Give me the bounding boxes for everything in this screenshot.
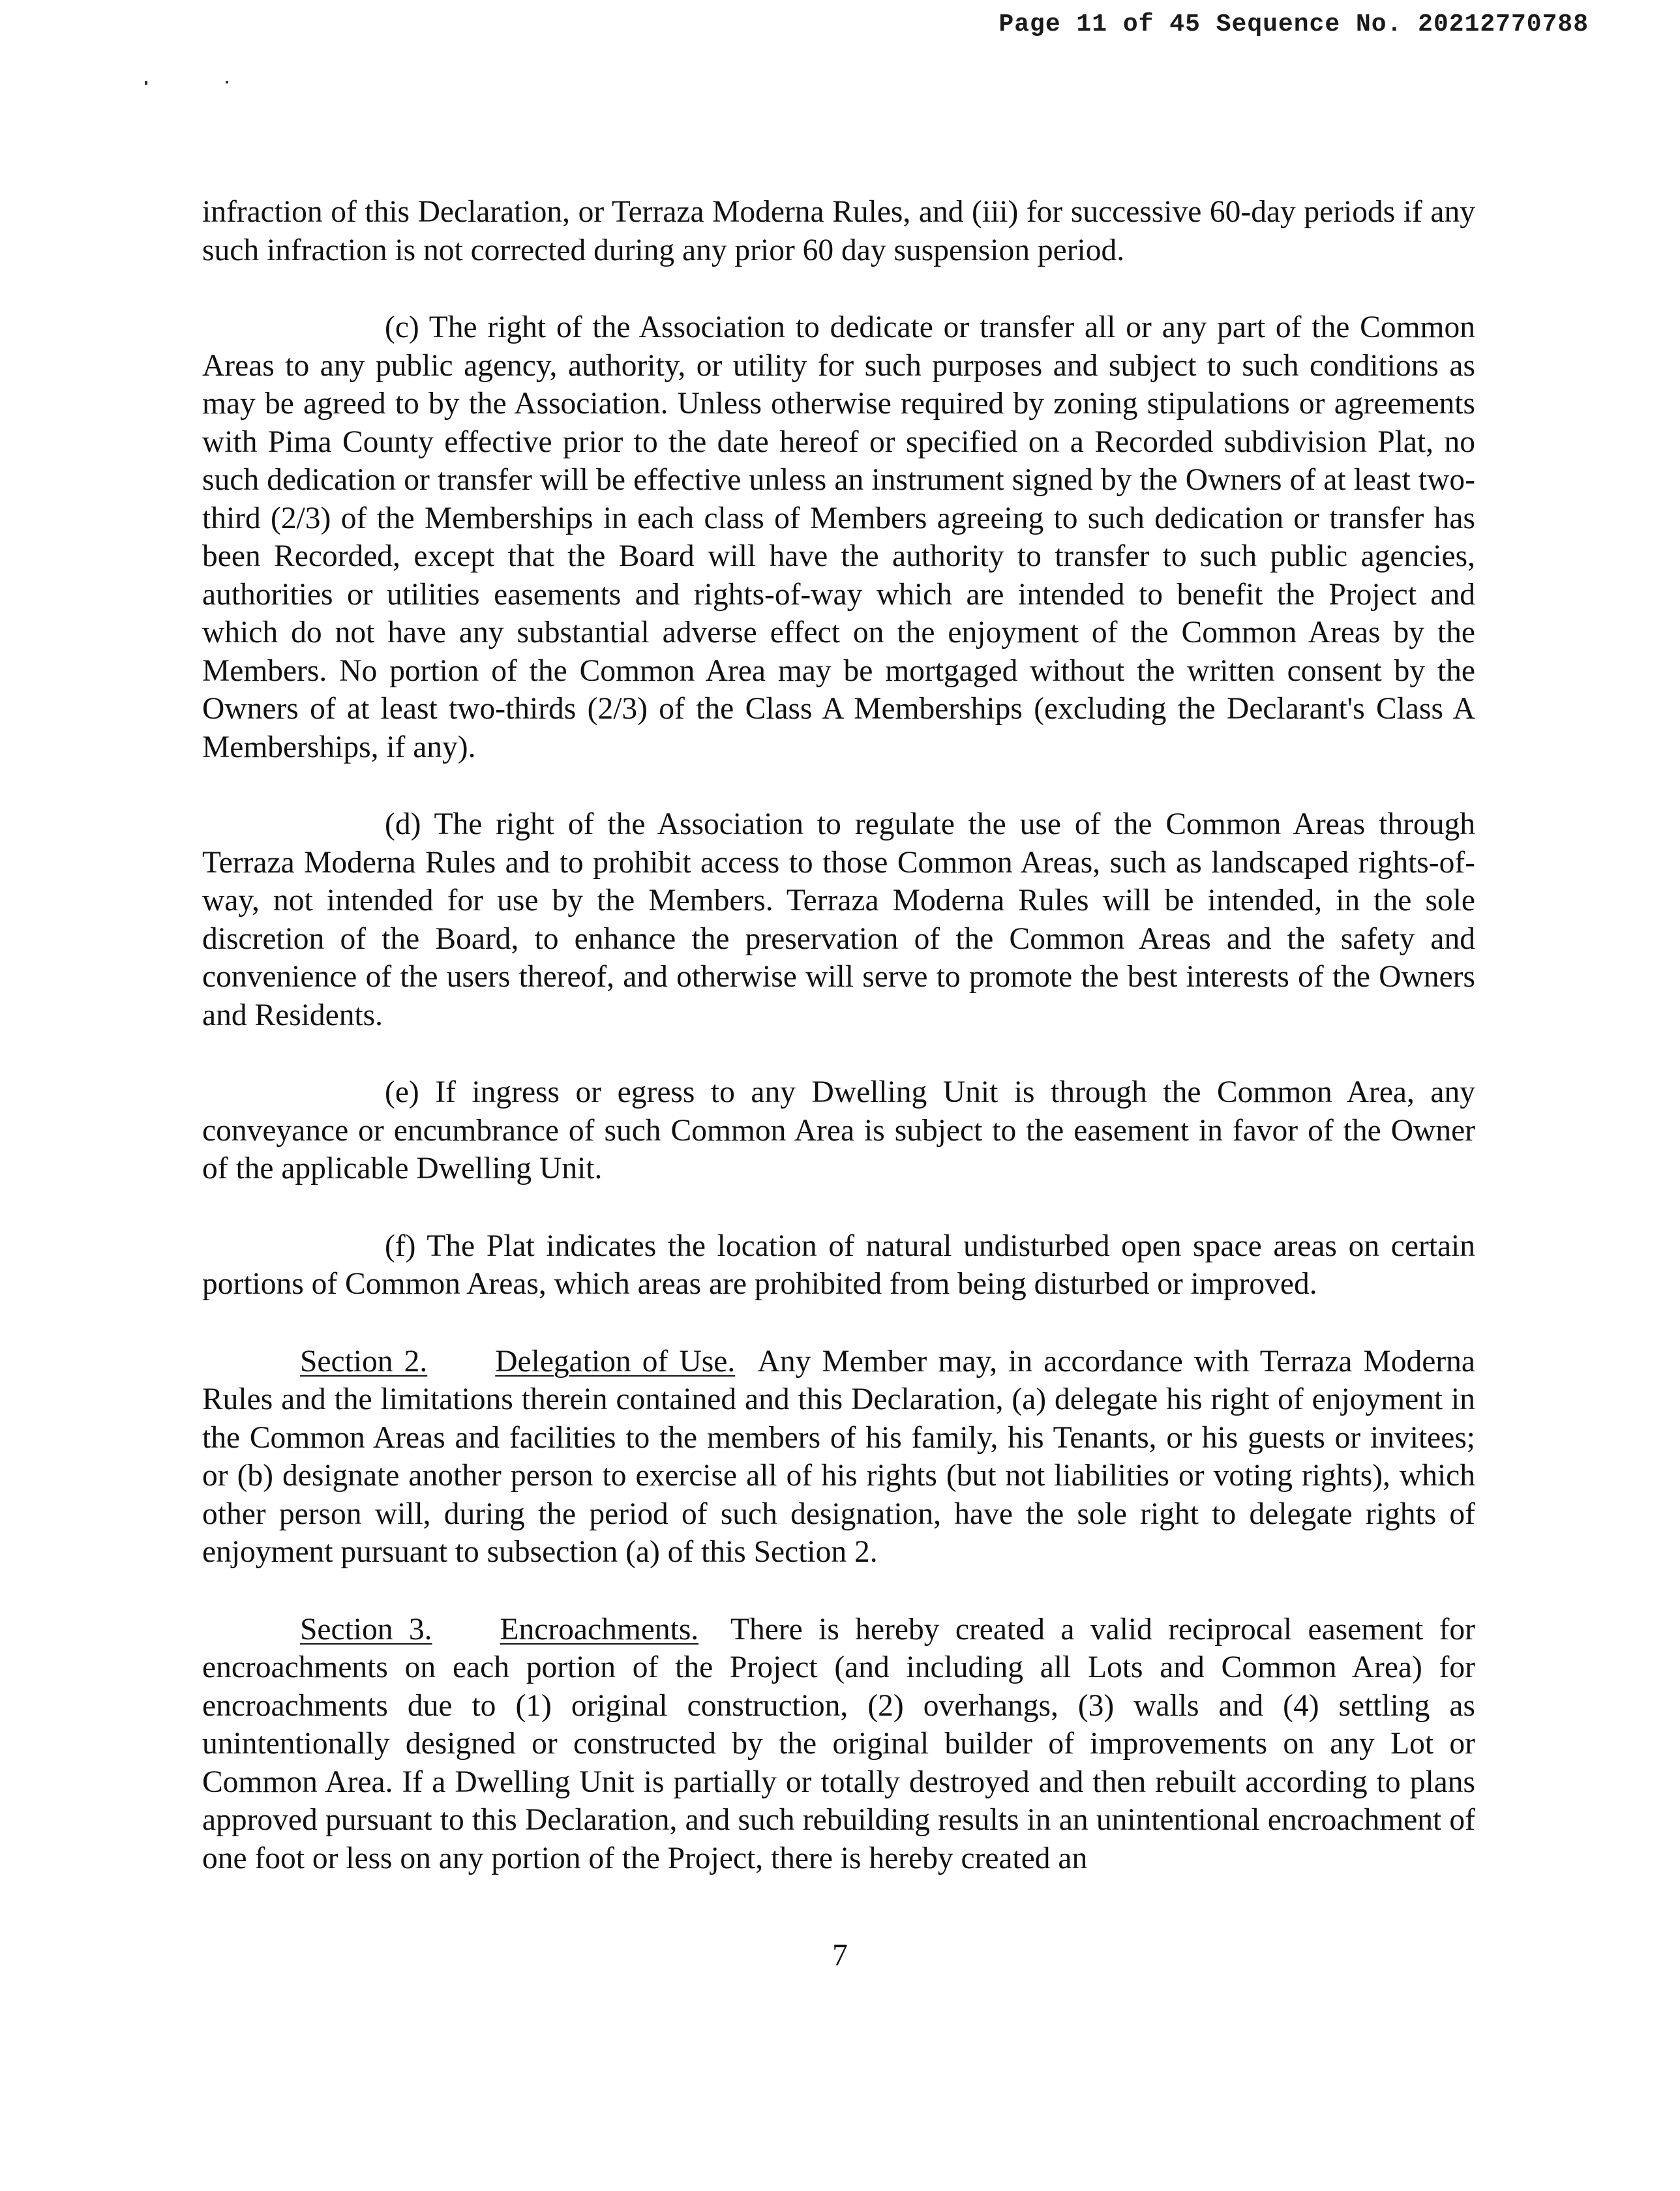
page-number: 7 [832, 1939, 848, 1973]
section-3-title: Encroachments. [500, 1612, 699, 1647]
scan-speck [226, 81, 228, 83]
paragraph-continuation: infraction of this Declaration, or Terraza Moderna Rules, and (iii) for successive 60-day periods if any such infraction is not corrected during any prior 60 day suspension period. [202, 195, 1475, 267]
section-2 [202, 1343, 1475, 1572]
page-sequence-stamp: Page 11 of 45 Sequence No. 20212770788 [998, 10, 1589, 38]
document-body [202, 193, 1475, 1916]
subsection-d: (d) The right of the Association to regulate the use of the Common Areas through Terraza Moderna Rules and to prohibit access to those Common Areas, such as landscaped rights-of-way, not intended for use by the Members. Terraza Moderna Rules will be intended, in the sole discretion of the Board, to enhance the preservation of the Common Areas and the safety and convenience of the users thereof, and otherwise will serve to promote the best interests of the Owners and Residents. [202, 807, 1475, 1032]
section-2-title: Delegation of Use. [495, 1344, 736, 1379]
subsection-c: (c) The right of the Association to dedicate or transfer all or any part of the Common Areas to any public agency, authority, or utility for such purposes and subject to such conditions as may be agreed to by the Association. Unless otherwise required by zoning stipulations or agreements with Pima County effective prior to the date hereof or specified on a Recorded subdivision Plat, no such dedication or transfer will be effective unless an instrument signed by the Owners of at least two-third (2/3) of the Memberships in each class of Members agreeing to such dedication or transfer has been Recorded, except that the Board will have the authority to transfer to such public agencies, authorities or utilities easements and rights-of-way which are intended to benefit the Project and which do not have any substantial adverse effect on the enjoyment of the Common Areas by the Members. No portion of the Common Area may be mortgaged without the written consent by the Owners of at least two-thirds (2/3) of the Class A Memberships (excluding the Declarant's Class A Memberships, if any). [202, 310, 1475, 764]
subsection-f: (f) The Plat indicates the location of natural undisturbed open space areas on certain portions of Common Areas, which areas are prohibited from being disturbed or improved. [202, 1229, 1475, 1301]
section-3-label: Section 3. [300, 1612, 432, 1647]
subsection-e: (e) If ingress or egress to any Dwelling Unit is through the Common Area, any conveyance or encumbrance of such Common Area is subject to the easement in favor of the Owner of the applicable Dwelling Unit. [202, 1075, 1475, 1185]
section-3-body: There is hereby created a valid reciprocal easement for encroachments on each portion of the Project (and including all Lots and Common Area) for encroachments due to (1) original construction, (2) overhangs, (3) walls and (4) settling as unintentionally designed or constructed by the original builder of improvements on any Lot or Common Area. If a Dwelling Unit is partially or totally destroyed and then rebuilt according to plans approved pursuant to this Declaration, and such rebuilding results in an unintentional encroachment of one foot or less on any portion of the Project, there is hereby created an [202, 1612, 1476, 1875]
section-2-label: Section 2. [300, 1344, 428, 1379]
section-2-body: Any Member may, in accordance with Terraza Moderna Rules and the limitations therein contained and this Declaration, (a) delegate his right of enjoyment in the Common Areas and facilities to the members of his family, his Tenants, or his guests or invitees; or (b) designate another person to exercise all of his rights (but not liabilities or voting rights), which other person will, during the period of such designation, have the sole right to delegate rights of enjoyment pursuant to subsection (a) of this Section 2. [202, 1344, 1475, 1569]
scan-speck [145, 81, 147, 85]
section-3 [202, 1611, 1475, 1878]
